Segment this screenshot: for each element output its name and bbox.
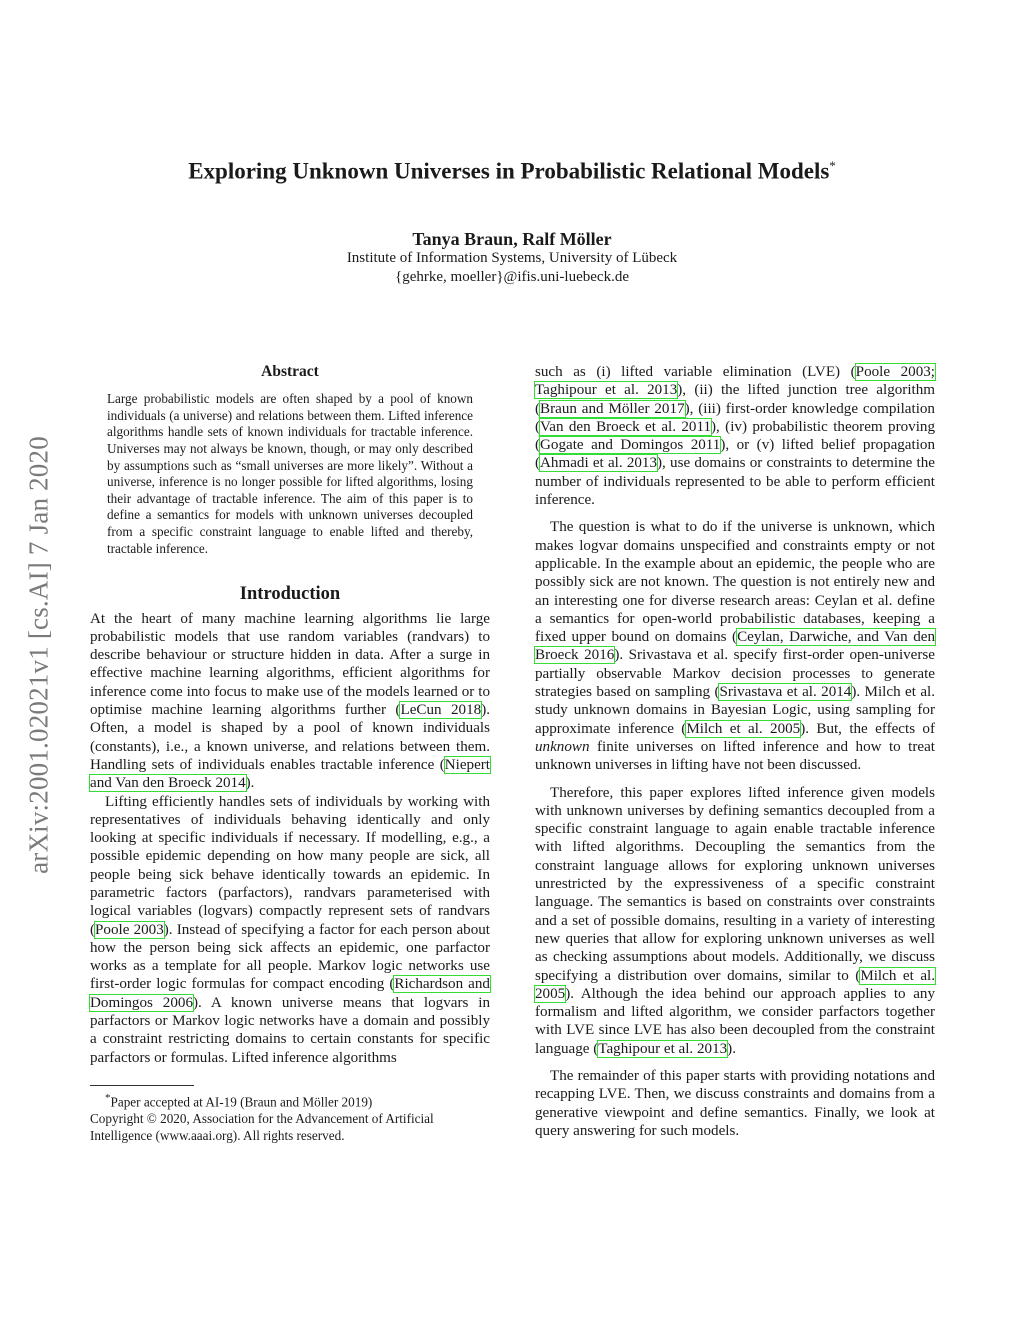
citation-link[interactable]: Srivastava et al. 2014 — [719, 684, 852, 701]
emphasis: unknown — [535, 738, 590, 755]
right-paragraph-4: The remainder of this paper starts with providing notations and recapping LVE. Then, we discuss constraints and domains from a generative viewpoint and define semantics. Finally, we look at query answering for such models. — [535, 1067, 935, 1139]
citation-link[interactable]: Braun and Möller 2017 — [540, 400, 685, 417]
text-run: ), (iv) probabilistic theorem proving ( — [535, 418, 935, 454]
citation-link[interactable]: Ahmadi et al. 2013 — [540, 455, 658, 472]
left-column — [90, 363, 490, 1144]
arxiv-identifier — [14, 380, 64, 930]
text-run: ). — [727, 1040, 736, 1057]
arxiv-id-text: arXiv:2001.02021v1 [cs.AI] 7 Jan 2020 — [23, 436, 54, 874]
citation-link[interactable]: Niepert and Van den Broeck 2014 — [90, 756, 490, 792]
introduction-heading: Introduction — [239, 584, 341, 605]
title-footnote-mark: * — [829, 158, 836, 173]
authors: Tanya Braun, Ralf Möller — [412, 229, 612, 249]
text-run: The question is what to do if the universe is unknown, which makes logvar domains unspecified and constraints empty or not applicable. In the example about an epidemic, the people who are possibly sick are not known. The question is not entirely new and an interesting one for diverse research areas: Ceylan et al. define a semantics for open-world probabilistic databases, keeping a fixed upper bound on domains ( — [535, 519, 935, 646]
abstract-text: Large probabilistic models are often shaped by a pool of known individuals (a universe) and relations between them. Lifted inference algorithms handle sets of known individuals for tractable inference. Universes may not always be known, though, or may only described by assumptions such as “small universes are more likely”. Without a universe, inference is no longer possible for lifted algorithms, losing their advantage of tractable inference. The aim of this paper is to define a semantics for models with unknown universes decoupled from a specific constraint language to enable lifted and thereby, tractable inference. — [107, 391, 473, 556]
text-run: ), (ii) the lifted junction tree algorithm ( — [535, 382, 935, 417]
citation-link[interactable]: Richardson and Domingos 2006 — [90, 976, 490, 1011]
text-run: ). But, the effects of — [800, 720, 935, 737]
footnote-text — [90, 1090, 490, 1111]
text-run: ). A known universe means that logvars in parfactors or Markov logic networks have a domain and possibly a constraint restricting domains to certain constants for specific parfactors or formulas. Lifted inference algorithms — [90, 994, 490, 1066]
footnote-mark: * — [105, 1091, 111, 1104]
text-run: such as (i) lifted variable elimination (LVE) ( — [535, 364, 856, 380]
citation-link[interactable]: Poole 2003 — [95, 921, 164, 938]
citation-link[interactable]: Gogate and Domingos 2011 — [540, 437, 721, 454]
text-run: ). Instead of specifying a factor for each person about how the person being sick affects an epidemic, one parfactor works as a template for all people. Markov logic networks use first-order logic formulas for compact encoding ( — [90, 921, 490, 993]
right-paragraph-2 — [535, 518, 935, 774]
citation-link[interactable]: Poole 2003; Taghipour et al. 2013 — [535, 364, 935, 399]
text-run: At the heart of many machine learning algorithms lie large probabilistic models that use random variables (randvars) to describe behaviour or structure hidden in data. After a surge in effective machine learning algorithms, efficient algorithms for inference come into focus to make use of the models learned or to optimise machine learning algorithms further ( — [90, 610, 490, 719]
paper-title — [0, 158, 1024, 185]
text-run: ). Milch et al. study unknown domains in Bayesian Logic, using sampling for approximate inference ( — [535, 684, 935, 737]
footnote — [90, 1090, 490, 1144]
text-run: ), (iii) first-order knowledge compilation ( — [535, 400, 935, 435]
citation-link[interactable]: Ceylan, Darwiche, and Van den Broeck 2016 — [535, 629, 935, 664]
intro-paragraph-2 — [90, 793, 490, 1067]
text-run: ). Srivastava et al. specify first-order open-universe partially observable Markov decision processes to generate strategies based on sampling ( — [535, 647, 935, 701]
affiliation: Institute of Information Systems, University of Lübeck — [346, 250, 678, 266]
citation-link[interactable]: Taghipour et al. 2013 — [598, 1040, 728, 1057]
text-run: ). — [245, 775, 255, 792]
text-run: finite universes on lifted inference and how to treat unknown universes in lifting have not been discussed. — [535, 738, 935, 774]
citation-link[interactable]: LeCun 2018 — [400, 702, 482, 719]
citation-link[interactable]: Milch et al. 2005 — [686, 720, 801, 737]
text-run: ). Although the idea behind our approach applies to any formalism and lifted algorithm, we consider parfactors together with LVE since LVE has also been decoupled from the constraint language ( — [535, 985, 935, 1057]
abstract — [90, 391, 490, 557]
text-run: ), use domains or constraints to determine the number of individuals represented to be able to perform efficient inference. — [535, 455, 935, 509]
text-run: Therefore, this paper explores lifted inference given models with unknown universes by defining semantics decoupled from a specific constraint language to again enable tractable inference with lifted algorithms. Decoupling the semantics from the constraint language allows for exploring unknown universes unrestricted by the expressiveness of a specific constraint language. The semantics is based on constraints over constraints and a set of possible domains, resulting in a variety of interesting new queries that allow for exploring unknown universes as well as checking assumptions about models. Additionally, we discuss specifying a distribution over domains, similar to ( — [535, 784, 935, 984]
citation-link[interactable]: Van den Broeck et al. 2011 — [540, 418, 711, 435]
text-run: ). Often, a model is shaped by a pool of known individuals (constants), i.e., a known universe, and relations between them. Handling sets of individuals enables tractable inference ( — [90, 702, 490, 773]
right-paragraph-1 — [535, 363, 935, 509]
right-paragraph-3 — [535, 784, 935, 1058]
footnote-rule — [90, 1085, 194, 1086]
email: {gehrke, moeller}@ifis.uni-luebeck.de — [395, 268, 629, 285]
abstract-heading: Abstract — [261, 363, 319, 380]
title-text: Exploring Unknown Universes in Probabilistic Relational Models — [188, 158, 830, 184]
right-column — [535, 363, 935, 1140]
copyright-notice: Copyright © 2020, Association for the Advancement of Artificial Intelligence (www.aaai.org). All rights reserved. — [90, 1110, 434, 1143]
affiliation-block — [0, 249, 1024, 286]
intro-paragraph-1 — [90, 610, 490, 793]
text-run: Lifting efficiently handles sets of individuals by working with representatives of individuals behaving identically and only looking at specific individuals if necessary. If modelling, e.g., a possible epidemic depending on how many people are sick, all people being sick behave identically towards an epidemic. In parametric factors (parfactors), randvars parameterised with logical variables (logvars) compactly represent sets of randvars ( — [90, 793, 490, 938]
text-run: ), or (v) lifted belief propagation ( — [535, 437, 935, 472]
footnote-body: Paper accepted at AI-19 (Braun and Möller 2019) — [110, 1094, 373, 1110]
citation-link[interactable]: Milch et al. 2005 — [535, 967, 935, 1002]
